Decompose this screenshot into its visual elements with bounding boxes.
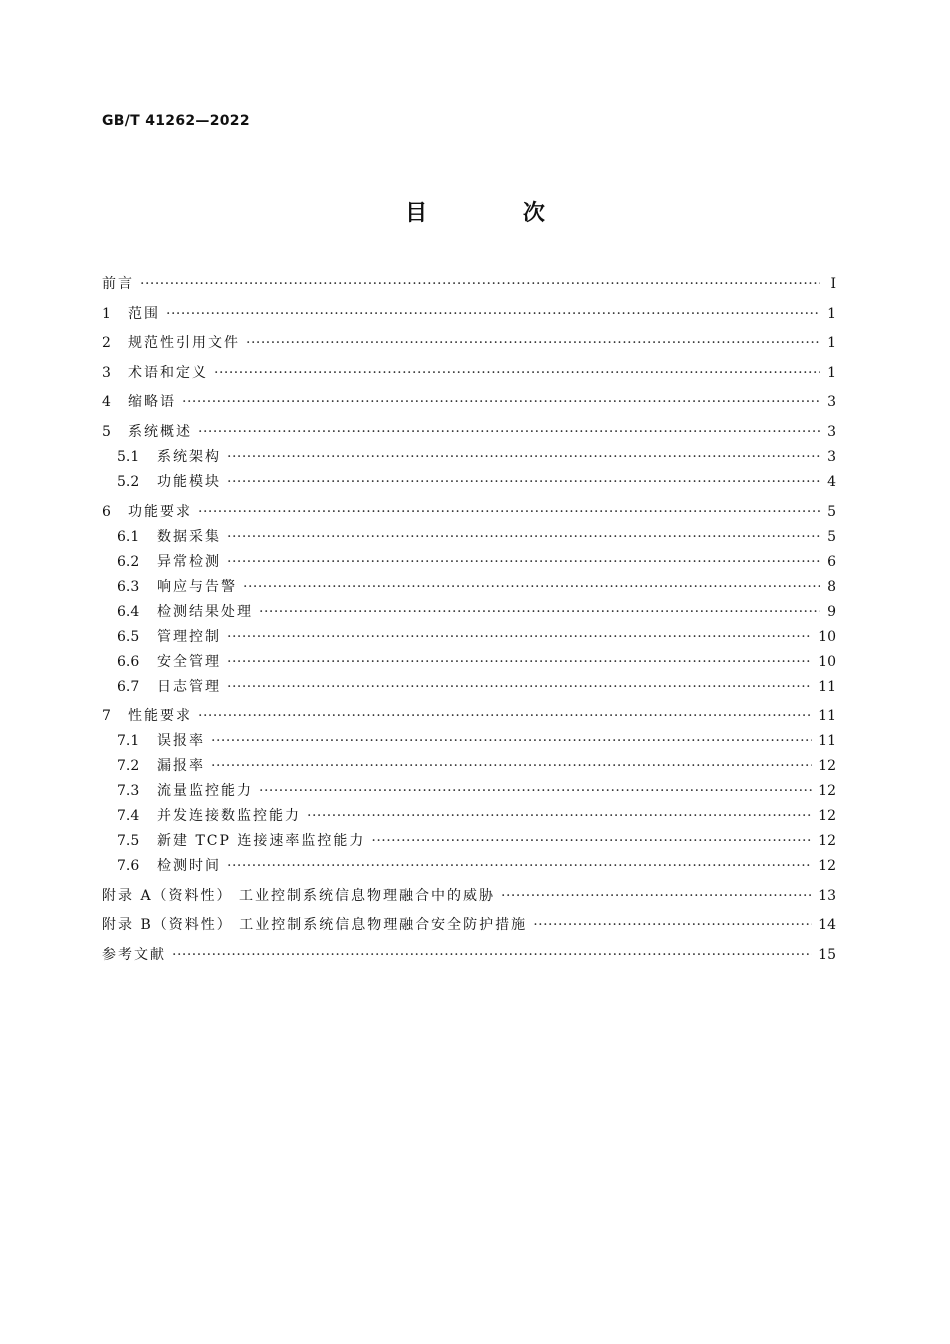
- toc-dot-leader: [227, 445, 820, 470]
- toc-entry[interactable]: [102, 675, 836, 700]
- toc-entry[interactable]: [102, 550, 836, 575]
- toc-entry-page: 4: [827, 473, 836, 490]
- toc-dot-leader: [227, 625, 812, 650]
- toc-dot-leader: [198, 420, 820, 445]
- toc-entry[interactable]: [102, 779, 836, 804]
- toc-dot-leader: [243, 575, 820, 600]
- toc-entry-page: 1: [827, 364, 836, 381]
- toc-entry-number: 5: [102, 423, 111, 440]
- toc-dot-leader: [140, 272, 820, 297]
- toc-entry[interactable]: [102, 854, 836, 879]
- toc-entry-number: 3: [102, 364, 111, 381]
- toc-entry[interactable]: [102, 331, 836, 356]
- toc-entry[interactable]: [102, 625, 836, 650]
- toc-entry-page: 8: [827, 578, 836, 595]
- toc-entry-number: 7.4: [117, 808, 140, 825]
- toc-entry-number: 6.5: [117, 628, 140, 645]
- toc-dot-leader: [307, 804, 812, 829]
- toc-entry[interactable]: [102, 361, 836, 386]
- table-of-contents: [102, 272, 836, 968]
- toc-entry-number: 7.1: [117, 733, 140, 750]
- toc-dot-leader: [182, 390, 820, 415]
- toc-entry[interactable]: [102, 420, 836, 445]
- toc-entry-page: 5: [827, 503, 836, 520]
- toc-entry-label: 管理控制: [157, 628, 221, 645]
- toc-entry[interactable]: [102, 575, 836, 600]
- toc-entry-page: 11: [818, 733, 836, 750]
- toc-entry-label: 检测时间: [157, 858, 221, 875]
- toc-entry-page: 10: [818, 628, 836, 645]
- toc-dot-leader: [166, 302, 820, 327]
- toc-dot-leader: [227, 550, 820, 575]
- toc-entry-label: 数据采集: [157, 528, 221, 545]
- toc-entry-page: 12: [818, 758, 836, 775]
- toc-entry-page: 1: [827, 305, 836, 322]
- page-title: 目 次: [405, 201, 589, 226]
- toc-entry-label: 并发连接数监控能力: [157, 808, 301, 825]
- toc-entry-number: 6.2: [117, 553, 140, 570]
- toc-entry-page: 3: [827, 394, 836, 411]
- toc-dot-leader: [211, 729, 812, 754]
- toc-entry[interactable]: [102, 913, 836, 938]
- toc-dot-leader: [533, 913, 812, 938]
- toc-entry-number: 1: [102, 305, 111, 322]
- toc-dot-leader: [259, 600, 820, 625]
- toc-entry-page: 10: [818, 653, 836, 670]
- toc-entry-number: 7.3: [117, 783, 140, 800]
- toc-dot-leader: [227, 470, 820, 495]
- toc-entry-number: 7: [102, 708, 111, 725]
- toc-entry-page: Ⅰ: [830, 276, 836, 292]
- toc-entry-label: 漏报率: [157, 758, 205, 775]
- toc-entry-number: 6.3: [117, 578, 140, 595]
- toc-dot-leader: [259, 779, 812, 804]
- toc-entry[interactable]: [102, 525, 836, 550]
- toc-entry-label: 系统架构: [157, 448, 221, 465]
- toc-entry-label: 异常检测: [157, 553, 221, 570]
- toc-entry-label: 检测结果处理: [157, 603, 253, 620]
- toc-entry-number: 2: [102, 335, 111, 352]
- toc-entry-label: 范围: [128, 305, 160, 322]
- toc-entry-label: 功能要求: [128, 503, 192, 520]
- toc-entry-page: 12: [818, 833, 836, 850]
- toc-dot-leader: [227, 525, 820, 550]
- toc-entry-label: 规范性引用文件: [128, 335, 240, 352]
- toc-dot-leader: [246, 331, 820, 356]
- toc-entry-label: 安全管理: [157, 653, 221, 670]
- toc-entry-label: 新建 TCP 连接速率监控能力: [157, 833, 366, 850]
- toc-entry-label: 功能模块: [157, 473, 221, 490]
- toc-entry-page: 15: [818, 946, 836, 963]
- toc-entry-number: 7.5: [117, 833, 140, 850]
- toc-entry-number: 6.1: [117, 528, 140, 545]
- toc-entry-number: 7.2: [117, 758, 140, 775]
- toc-entry-number: 5.2: [117, 473, 140, 490]
- toc-dot-leader: [371, 829, 812, 854]
- toc-entry-page: 1: [827, 335, 836, 352]
- toc-entry-label: 附录 A（资料性） 工业控制系统信息物理融合中的威胁: [102, 887, 496, 904]
- toc-entry-page: 13: [818, 887, 836, 904]
- toc-entry-number: 5.1: [117, 448, 140, 465]
- toc-entry-number: 6.4: [117, 603, 140, 620]
- toc-dot-leader: [227, 675, 812, 700]
- toc-dot-leader: [501, 884, 812, 909]
- toc-entry[interactable]: [102, 884, 836, 909]
- toc-entry-number: 6: [102, 503, 111, 520]
- toc-entry[interactable]: [102, 704, 836, 729]
- toc-entry-page: 12: [818, 808, 836, 825]
- toc-entry-page: 12: [818, 783, 836, 800]
- toc-dot-leader: [211, 754, 812, 779]
- toc-entry[interactable]: [102, 943, 836, 968]
- toc-entry-number: 7.6: [117, 858, 140, 875]
- toc-entry-label: 缩略语: [128, 394, 176, 411]
- toc-dot-leader: [214, 361, 820, 386]
- toc-entry[interactable]: [102, 470, 836, 495]
- toc-entry-page: 12: [818, 858, 836, 875]
- toc-dot-leader: [227, 854, 812, 879]
- toc-entry[interactable]: [102, 500, 836, 525]
- toc-entry-label: 术语和定义: [128, 364, 208, 381]
- toc-entry-label: 系统概述: [128, 423, 192, 440]
- toc-entry[interactable]: [102, 302, 836, 327]
- toc-entry-label: 日志管理: [157, 678, 221, 695]
- toc-entry-page: 14: [818, 917, 836, 934]
- toc-entry-label: 误报率: [157, 733, 205, 750]
- toc-entry-label: 前言: [102, 276, 134, 292]
- toc-entry-page: 11: [818, 708, 836, 725]
- toc-entry-page: 3: [827, 448, 836, 465]
- toc-dot-leader: [198, 704, 812, 729]
- toc-entry-page: 11: [818, 678, 836, 695]
- toc-entry[interactable]: [102, 600, 836, 625]
- toc-dot-leader: [172, 943, 812, 968]
- toc-entry-page: 3: [827, 423, 836, 440]
- toc-dot-leader: [198, 500, 820, 525]
- toc-entry-number: 6.7: [117, 678, 140, 695]
- toc-entry[interactable]: [102, 829, 836, 854]
- toc-entry[interactable]: [102, 445, 836, 470]
- toc-entry-page: 9: [827, 603, 836, 620]
- toc-entry[interactable]: [102, 729, 836, 754]
- toc-entry-page: 5: [827, 528, 836, 545]
- toc-entry-label: 性能要求: [128, 708, 192, 725]
- toc-entry-label: 流量监控能力: [157, 783, 253, 800]
- standard-code: GB/T 41262—2022: [102, 113, 250, 129]
- toc-entry-number: 4: [102, 394, 111, 411]
- toc-entry[interactable]: [102, 754, 836, 779]
- toc-entry-label: 响应与告警: [157, 578, 237, 595]
- toc-dot-leader: [227, 650, 812, 675]
- toc-entry[interactable]: [102, 272, 836, 297]
- toc-entry[interactable]: [102, 804, 836, 829]
- toc-entry-label: 参考文献: [102, 946, 166, 963]
- toc-entry[interactable]: [102, 390, 836, 415]
- toc-entry-number: 6.6: [117, 653, 140, 670]
- toc-entry[interactable]: [102, 650, 836, 675]
- toc-entry-page: 6: [827, 553, 836, 570]
- toc-entry-label: 附录 B（资料性） 工业控制系统信息物理融合安全防护措施: [102, 917, 528, 934]
